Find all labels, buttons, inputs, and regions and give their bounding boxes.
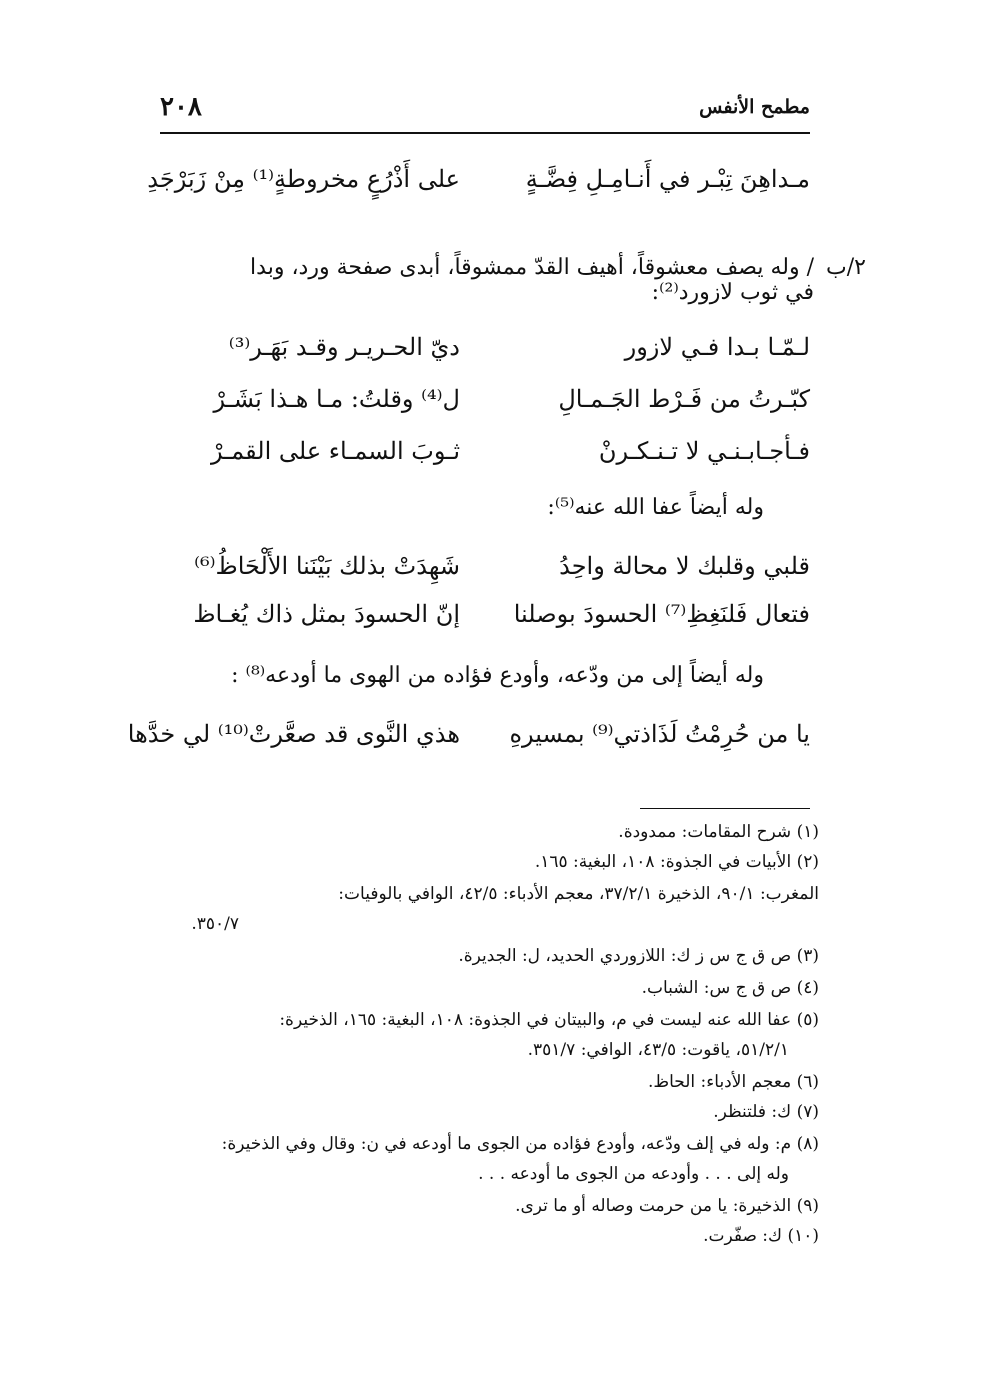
verse-line	[147, 165, 810, 215]
verse-second-hemistich: على أَذْرُعٍ مخروطةٍ⁽¹⁾ مِنْ زَبَرْجَدِ	[147, 165, 460, 193]
running-title: مطمح الأنفس	[699, 96, 810, 118]
verse-second-hemistich: هذي النَّوى قد صعَّرتْ⁽¹⁰⁾ لي خدَّها	[127, 720, 460, 748]
footnote: (١٠) ك: صفّرت.	[703, 1226, 819, 1246]
footnote-continuation: ٣٥٠/٧.	[191, 914, 239, 934]
footnote: (١) شرح المقامات: ممدودة.	[618, 822, 819, 842]
verse-first-hemistich: فـأجـابـنـي لا تـنـكـرنْ	[598, 437, 810, 465]
verse-second-hemistich: ثـوبَ السمـاء على القمـرْ	[210, 437, 460, 465]
page-header	[160, 92, 810, 134]
verse-line	[160, 552, 810, 602]
verse-second-hemistich: ل⁽⁴⁾ وقلتُ: مـا هـذا بَشَـرْ	[213, 385, 460, 413]
verse-second-hemistich: إنّ الحسودَ بمثل ذاك يُغـاظ	[193, 600, 460, 628]
verse-first-hemistich: يا من حُرِمْتُ لَذَاذتي⁽⁹⁾ بمسيرهِ	[509, 720, 810, 748]
footnote: (٩) الذخيرة: يا من حرمت وصاله أو ما ترى.	[515, 1196, 819, 1216]
footnote: (٢) الأبيات في الجذوة: ١٠٨، البغية: ١٦٥.	[534, 852, 819, 872]
footnote-continuation: وله إلى . . . وأودعه من الجوى ما أودعه . . .	[478, 1164, 789, 1184]
prose-intro-line-1: / وله يصف معشوقاً، أهيف القدّ ممشوقاً، أبدى صفحة ورد، وبدا	[250, 255, 814, 280]
verse-line	[160, 437, 810, 487]
footnote-continuation: ٥١/٢/١، ياقوت: ٤٣/٥، الوافي: ٣٥١/٧.	[527, 1040, 789, 1060]
verse-first-hemistich: لـمّـا بـدا فـي لازور	[624, 333, 810, 361]
footnote: (٨) م: وله في إلف ودّعه، وأودع فؤاده من الجوى ما أودعه في ن: وقال وفي الذخيرة:	[221, 1134, 819, 1154]
prose-also-line: وله أيضاً عفا الله عنه⁽⁵⁾:	[547, 495, 764, 520]
margin-folio-note: ٢/ب	[826, 255, 866, 280]
footnote-continuation: المغرب: ٩٠/١، الذخيرة ٣٧/٢/١، معجم الأدباء: ٤٢/٥، الوافي بالوفيات:	[338, 884, 819, 904]
verse-line	[127, 720, 810, 770]
footnote: (٧) ك: فلتنظر.	[713, 1102, 819, 1122]
verse-line	[160, 333, 810, 383]
footnote: (٣) ص ق ج س ز ك: اللازوردي الحديد، ل: الجديرة.	[458, 946, 819, 966]
footnote: (٤) ص ق ج س: الشباب.	[641, 978, 819, 998]
footnote: (٥) عفا الله عنه ليست في م، والبيتان في الجذوة: ١٠٨، البغية: ١٦٥، الذخيرة:	[279, 1010, 819, 1030]
prose-intro-line-2: في ثوب لازورد⁽²⁾:	[651, 280, 814, 305]
verse-second-hemistich: شَهِدَتْ بذلك بَيْنَنا الأَلْحَاظُ⁽⁶⁾	[194, 552, 460, 580]
verse-first-hemistich: مـداهِنَ تِبْـر في أَنـامِـلِ فِضَّـةٍ	[525, 165, 810, 193]
verse-first-hemistich: فتعال فَلنَغِظِ⁽⁷⁾ الحسودَ بوصلنا	[513, 600, 810, 628]
verse-line	[160, 385, 810, 435]
prose-farewell-line: وله أيضاً إلى من ودّعه، وأودع فؤاده من الهوى ما أودعه⁽⁸⁾ :	[231, 663, 764, 688]
footnote: (٦) معجم الأدباء: الحاظ.	[647, 1072, 819, 1092]
verse-line	[160, 600, 810, 650]
verse-first-hemistich: قلبي وقلبك لا محالة واحِدُ	[559, 552, 810, 580]
page-number: ٢٠٨	[160, 92, 202, 122]
verse-second-hemistich: ديّ الحـريـر وقـد بَهَـر⁽³⁾	[228, 333, 460, 361]
footnote-separator	[640, 808, 810, 809]
verse-first-hemistich: كبّـرتُ من فَـرْط الجَـمـالِ	[558, 385, 810, 413]
